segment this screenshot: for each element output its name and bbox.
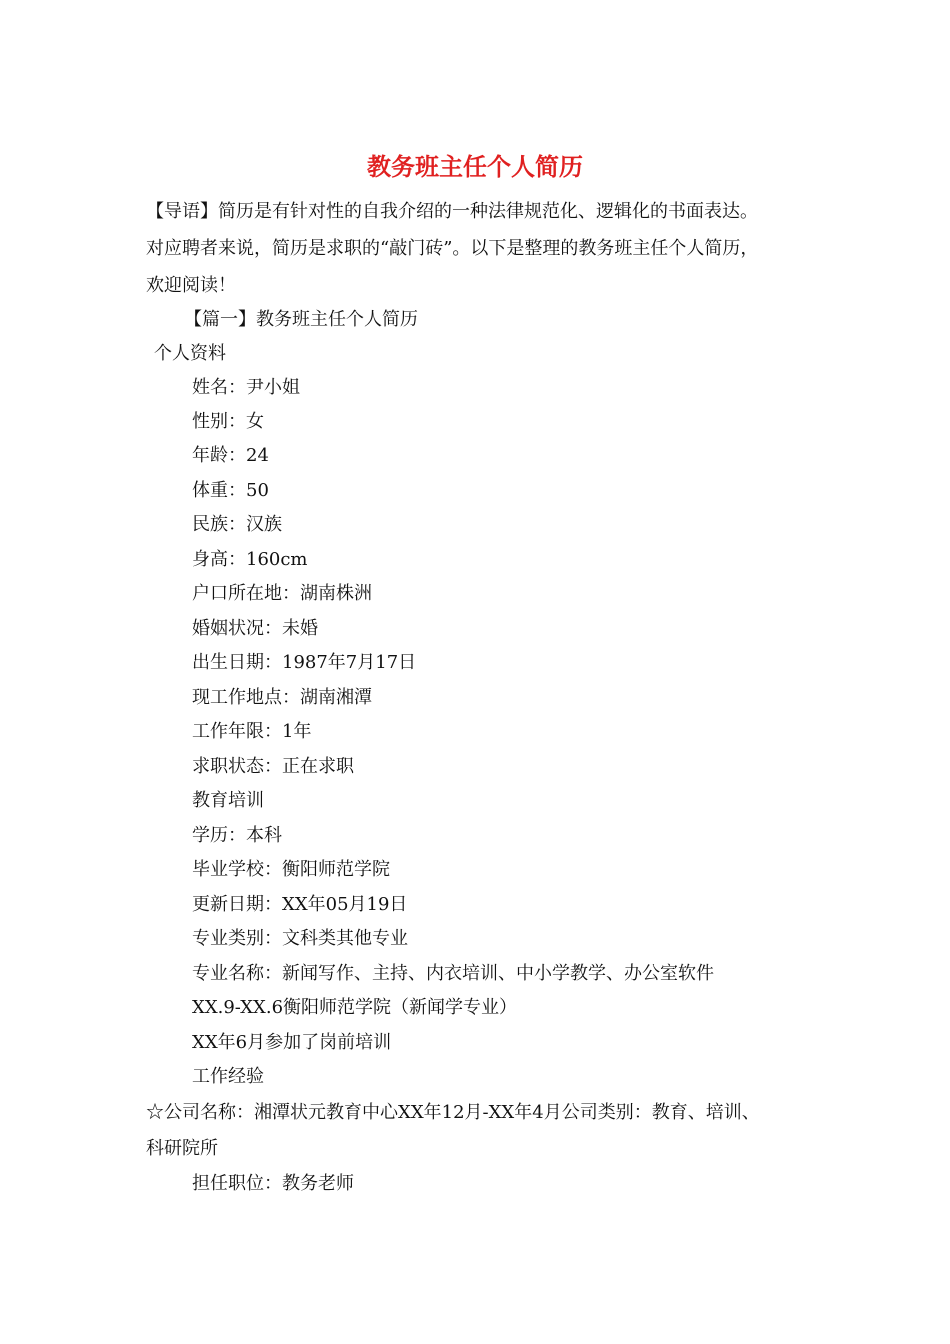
personal-item: 专业类别：文科类其他专业: [192, 928, 408, 949]
personal-item: 身高：160cm: [192, 549, 308, 570]
personal-item: 现工作地点：湖南湘潭: [192, 687, 372, 708]
personal-item: 毕业学校：衡阳师范学院: [192, 859, 390, 880]
personal-item: 工作年限：1年: [192, 721, 312, 742]
personal-item: 姓名：尹小姐: [192, 377, 300, 398]
document-title: 教务班主任个人简历: [367, 152, 583, 181]
personal-item: 体重：50: [192, 480, 269, 501]
work-experience-heading: 工作经验: [192, 1066, 264, 1087]
company-line-continued: 科研院所: [146, 1138, 218, 1159]
section-heading: 【篇一】教务班主任个人简历: [184, 309, 418, 330]
intro-line: 欢迎阅读！: [146, 275, 236, 296]
personal-item: 求职状态：正在求职: [192, 756, 354, 777]
intro-paragraph: [146, 193, 816, 304]
personal-item: 学历：本科: [192, 825, 282, 846]
personal-item: 民族：汉族: [192, 514, 282, 535]
personal-item: 年龄：24: [192, 445, 269, 466]
personal-item: 出生日期：1987年7月17日: [192, 652, 417, 673]
position-line: 担任职位：教务老师: [192, 1173, 354, 1194]
personal-item: 专业名称：新闻写作、主持、内衣培训、中小学教学、办公室软件: [192, 963, 714, 984]
education-heading: 教育培训: [192, 790, 264, 811]
personal-item: XX年6月参加了岗前培训: [192, 1032, 392, 1053]
personal-item: 婚姻状况：未婚: [192, 618, 318, 639]
personal-item: XX.9-XX.6衡阳师范学院（新闻学专业）: [192, 997, 518, 1018]
intro-line: 对应聘者来说，简历是求职的“敲门砖”。以下是整理的教务班主任个人简历，: [146, 238, 759, 259]
company-line: ☆公司名称：湘潭状元教育中心XX年12月-XX年4月公司类别：教育、培训、: [146, 1102, 760, 1123]
intro-line: 【导语】简历是有针对性的自我介绍的一种法律规范化、逻辑化的书面表达。: [146, 201, 758, 222]
personal-item: 更新日期：XX年05月19日: [192, 894, 408, 915]
personal-item: 户口所在地：湖南株洲: [192, 583, 372, 604]
personal-item: 性别：女: [192, 411, 264, 432]
personal-info-heading: 个人资料: [154, 343, 226, 364]
